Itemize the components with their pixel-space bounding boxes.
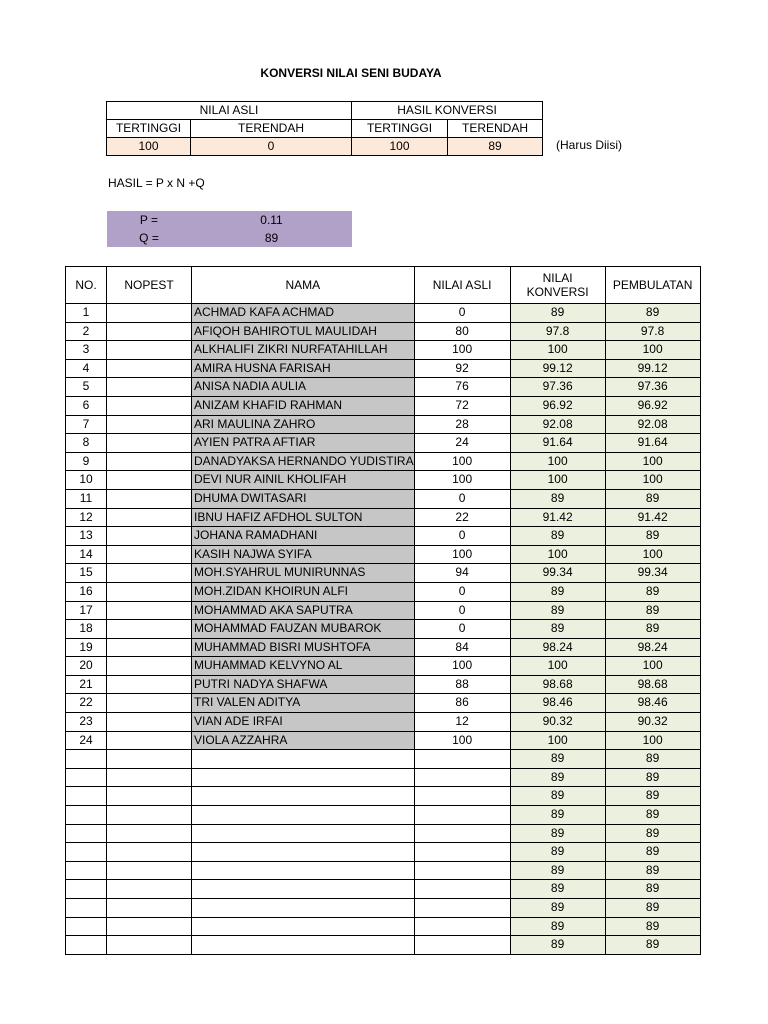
table-row — [66, 917, 701, 936]
table-row — [66, 527, 701, 546]
cell-nilai-asli[interactable] — [414, 787, 510, 806]
cell-nopest[interactable] — [107, 824, 192, 843]
cell-nopest[interactable] — [107, 880, 192, 899]
cell-pembulatan[interactable]: 98.68 — [605, 675, 700, 694]
cell-nilai-konversi[interactable]: 100 — [510, 657, 605, 676]
cell-nama[interactable]: MOH.SYAHRUL MUNIRUNNAS — [192, 564, 415, 583]
cell-nama[interactable]: DANADYAKSA HERNANDO YUDISTIRA — [192, 452, 415, 471]
cell-no[interactable] — [66, 787, 107, 806]
cell-nopest[interactable] — [107, 620, 192, 639]
cell-no[interactable] — [66, 936, 107, 955]
cell-nama[interactable]: VIOLA AZZAHRA — [192, 731, 415, 750]
cell-pembulatan[interactable]: 89 — [605, 768, 700, 787]
header-nopest: NOPEST — [107, 267, 192, 304]
summary-table — [106, 101, 543, 156]
cell-no[interactable]: 17 — [66, 601, 107, 620]
table-row — [66, 675, 701, 694]
cell-nilai-asli[interactable] — [414, 899, 510, 918]
cell-nilai-asli[interactable]: 12 — [414, 713, 510, 732]
cell-nama[interactable]: ACHMAD KAFA ACHMAD — [192, 304, 415, 323]
group-nilai-asli: NILAI ASLI — [107, 102, 352, 120]
cell-nopest[interactable] — [107, 322, 192, 341]
cell-nilai-konversi[interactable]: 97.8 — [510, 322, 605, 341]
cell-nopest[interactable] — [107, 750, 192, 769]
header-nilai-konversi: NILAI KONVERSI — [510, 267, 605, 304]
cell-nilai-asli[interactable] — [414, 917, 510, 936]
cell-nopest[interactable] — [107, 396, 192, 415]
table-row — [66, 806, 701, 825]
label-asli-tertinggi: TERTINGGI — [107, 120, 191, 138]
cell-nopest[interactable] — [107, 434, 192, 453]
cell-pembulatan[interactable]: 90.32 — [605, 713, 700, 732]
cell-nopest[interactable] — [107, 341, 192, 360]
cell-nama[interactable]: ALKHALIFI ZIKRI NURFATAHILLAH — [192, 341, 415, 360]
cell-no[interactable]: 12 — [66, 508, 107, 527]
cell-nopest[interactable] — [107, 861, 192, 880]
cell-pembulatan[interactable]: 89 — [605, 304, 700, 323]
cell-nilai-konversi[interactable]: 100 — [510, 471, 605, 490]
cell-nama[interactable]: AFIQOH BAHIROTUL MAULIDAH — [192, 322, 415, 341]
cell-nilai-konversi[interactable]: 89 — [510, 489, 605, 508]
cell-nilai-asli[interactable]: 94 — [414, 564, 510, 583]
cell-nilai-konversi[interactable]: 89 — [510, 843, 605, 862]
table-row — [66, 843, 701, 862]
table-row — [66, 471, 701, 490]
cell-nopest[interactable] — [107, 304, 192, 323]
cell-nilai-asli[interactable]: 72 — [414, 396, 510, 415]
cell-nilai-konversi[interactable]: 91.42 — [510, 508, 605, 527]
cell-no[interactable]: 23 — [66, 713, 107, 732]
header-pembulatan: PEMBULATAN — [605, 267, 700, 304]
required-note: (Harus Diisi) — [556, 138, 622, 152]
cell-nilai-konversi[interactable]: 89 — [510, 768, 605, 787]
cell-nama[interactable]: IBNU HAFIZ AFDHOL SULTON — [192, 508, 415, 527]
cell-no[interactable]: 14 — [66, 545, 107, 564]
cell-nilai-asli[interactable] — [414, 824, 510, 843]
table-row — [66, 415, 701, 434]
cell-nilai-konversi[interactable]: 89 — [510, 527, 605, 546]
table-row — [66, 434, 701, 453]
cell-nilai-konversi[interactable]: 89 — [510, 899, 605, 918]
table-row — [66, 304, 701, 323]
cell-pembulatan[interactable]: 89 — [605, 527, 700, 546]
cell-no[interactable]: 1 — [66, 304, 107, 323]
cell-nama[interactable]: MOH.ZIDAN KHOIRUN ALFI — [192, 582, 415, 601]
cell-pembulatan[interactable]: 97.36 — [605, 378, 700, 397]
cell-pembulatan[interactable]: 89 — [605, 880, 700, 899]
cell-nilai-konversi[interactable]: 100 — [510, 452, 605, 471]
cell-nama[interactable]: KASIH NAJWA SYIFA — [192, 545, 415, 564]
cell-asli-tertinggi[interactable]: 100 — [107, 138, 191, 156]
cell-nilai-asli[interactable]: 84 — [414, 638, 510, 657]
cell-nilai-asli[interactable]: 0 — [414, 527, 510, 546]
cell-nilai-asli[interactable] — [414, 843, 510, 862]
header-nama: NAMA — [192, 267, 415, 304]
cell-no[interactable]: 5 — [66, 378, 107, 397]
cell-nopest[interactable] — [107, 545, 192, 564]
cell-nama[interactable]: MUHAMMAD KELVYNO AL — [192, 657, 415, 676]
cell-nama[interactable]: MOHAMMAD FAUZAN MUBAROK — [192, 620, 415, 639]
cell-pembulatan[interactable]: 89 — [605, 750, 700, 769]
sheet-title: KONVERSI NILAI SENI BUDAYA — [260, 66, 442, 80]
cell-pembulatan[interactable]: 91.42 — [605, 508, 700, 527]
cell-nama[interactable] — [192, 936, 415, 955]
cell-nilai-konversi[interactable]: 89 — [510, 750, 605, 769]
cell-nilai-konversi[interactable]: 100 — [510, 731, 605, 750]
cell-nilai-asli[interactable]: 100 — [414, 471, 510, 490]
cell-no[interactable]: 16 — [66, 582, 107, 601]
cell-pembulatan[interactable]: 89 — [605, 899, 700, 918]
cell-nopest[interactable] — [107, 917, 192, 936]
cell-nama[interactable]: MUHAMMAD BISRI MUSHTOFA — [192, 638, 415, 657]
cell-nama[interactable]: JOHANA RAMADHANI — [192, 527, 415, 546]
cell-nilai-konversi[interactable]: 89 — [510, 601, 605, 620]
table-row — [66, 899, 701, 918]
table-row — [66, 452, 701, 471]
cell-no[interactable]: 10 — [66, 471, 107, 490]
cell-nopest[interactable] — [107, 415, 192, 434]
cell-no[interactable]: 7 — [66, 415, 107, 434]
label-konv-tertinggi: TERTINGGI — [352, 120, 448, 138]
cell-pembulatan[interactable]: 98.46 — [605, 694, 700, 713]
cell-konv-terendah[interactable]: 89 — [448, 138, 543, 156]
q-value[interactable]: 89 — [264, 231, 279, 245]
cell-nilai-konversi[interactable]: 89 — [510, 824, 605, 843]
cell-nilai-asli[interactable]: 100 — [414, 657, 510, 676]
cell-nopest[interactable] — [107, 657, 192, 676]
table-row — [66, 638, 701, 657]
table-row — [66, 750, 701, 769]
cell-nama[interactable]: VIAN ADE IRFAI — [192, 713, 415, 732]
table-row — [66, 322, 701, 341]
cell-nopest[interactable] — [107, 843, 192, 862]
cell-nama[interactable] — [192, 899, 415, 918]
table-row — [66, 489, 701, 508]
table-row — [66, 564, 701, 583]
cell-nilai-asli[interactable]: 86 — [414, 694, 510, 713]
cell-nama[interactable] — [192, 768, 415, 787]
cell-no[interactable] — [66, 824, 107, 843]
cell-pembulatan[interactable]: 100 — [605, 657, 700, 676]
cell-nilai-konversi[interactable]: 89 — [510, 620, 605, 639]
cell-pembulatan[interactable]: 96.92 — [605, 396, 700, 415]
cell-nama[interactable]: DEVI NUR AINIL KHOLIFAH — [192, 471, 415, 490]
cell-nilai-konversi[interactable]: 89 — [510, 582, 605, 601]
cell-nilai-asli[interactable]: 88 — [414, 675, 510, 694]
cell-pembulatan[interactable]: 89 — [605, 824, 700, 843]
cell-nopest[interactable] — [107, 638, 192, 657]
cell-pembulatan[interactable]: 89 — [605, 843, 700, 862]
cell-nilai-konversi[interactable]: 89 — [510, 861, 605, 880]
cell-nilai-asli[interactable] — [414, 936, 510, 955]
params-block — [107, 211, 352, 247]
cell-nopest[interactable] — [107, 564, 192, 583]
cell-nama[interactable]: ANISA NADIA AULIA — [192, 378, 415, 397]
cell-no[interactable]: 8 — [66, 434, 107, 453]
table-row — [66, 657, 701, 676]
cell-pembulatan[interactable]: 89 — [605, 917, 700, 936]
cell-no[interactable] — [66, 768, 107, 787]
cell-pembulatan[interactable]: 98.24 — [605, 638, 700, 657]
cell-pembulatan[interactable]: 100 — [605, 452, 700, 471]
cell-nilai-asli[interactable]: 28 — [414, 415, 510, 434]
cell-no[interactable] — [66, 880, 107, 899]
cell-nama[interactable] — [192, 824, 415, 843]
cell-pembulatan[interactable]: 99.12 — [605, 359, 700, 378]
cell-nopest[interactable] — [107, 899, 192, 918]
cell-no[interactable]: 2 — [66, 322, 107, 341]
header-nilai-asli: NILAI ASLI — [414, 267, 510, 304]
cell-pembulatan[interactable]: 89 — [605, 582, 700, 601]
cell-nilai-asli[interactable]: 100 — [414, 452, 510, 471]
cell-nilai-konversi[interactable]: 98.68 — [510, 675, 605, 694]
cell-no[interactable] — [66, 899, 107, 918]
cell-pembulatan[interactable]: 100 — [605, 471, 700, 490]
cell-no[interactable]: 24 — [66, 731, 107, 750]
formula-text: HASIL = P x N +Q — [108, 176, 205, 190]
cell-nama[interactable]: ARI MAULINA ZAHRO — [192, 415, 415, 434]
cell-no[interactable] — [66, 806, 107, 825]
cell-nilai-asli[interactable]: 0 — [414, 601, 510, 620]
cell-nama[interactable]: TRI VALEN ADITYA — [192, 694, 415, 713]
cell-nopest[interactable] — [107, 378, 192, 397]
table-row — [66, 396, 701, 415]
cell-no[interactable]: 13 — [66, 527, 107, 546]
cell-no[interactable]: 19 — [66, 638, 107, 657]
cell-pembulatan[interactable]: 89 — [605, 787, 700, 806]
cell-nama[interactable] — [192, 787, 415, 806]
cell-nilai-konversi[interactable]: 96.92 — [510, 396, 605, 415]
cell-no[interactable]: 18 — [66, 620, 107, 639]
cell-nopest[interactable] — [107, 527, 192, 546]
cell-nilai-konversi[interactable]: 92.08 — [510, 415, 605, 434]
cell-nilai-asli[interactable]: 100 — [414, 341, 510, 360]
cell-nilai-asli[interactable]: 100 — [414, 545, 510, 564]
cell-nilai-asli[interactable]: 92 — [414, 359, 510, 378]
cell-nopest[interactable] — [107, 768, 192, 787]
cell-nilai-konversi[interactable]: 89 — [510, 806, 605, 825]
cell-nopest[interactable] — [107, 675, 192, 694]
cell-no[interactable]: 22 — [66, 694, 107, 713]
cell-nilai-asli[interactable]: 100 — [414, 731, 510, 750]
cell-nilai-konversi[interactable]: 89 — [510, 917, 605, 936]
cell-nilai-konversi[interactable]: 99.34 — [510, 564, 605, 583]
cell-nopest[interactable] — [107, 471, 192, 490]
cell-nama[interactable]: PUTRI NADYA SHAFWA — [192, 675, 415, 694]
group-hasil-konversi: HASIL KONVERSI — [352, 102, 543, 120]
cell-nilai-asli[interactable] — [414, 768, 510, 787]
table-header-row — [66, 267, 701, 304]
cell-nilai-konversi[interactable]: 89 — [510, 880, 605, 899]
cell-nilai-asli[interactable]: 0 — [414, 620, 510, 639]
cell-nopest[interactable] — [107, 936, 192, 955]
cell-nopest[interactable] — [107, 508, 192, 527]
cell-konv-tertinggi[interactable]: 100 — [352, 138, 448, 156]
cell-nama[interactable] — [192, 880, 415, 899]
cell-nopest[interactable] — [107, 359, 192, 378]
cell-pembulatan[interactable]: 89 — [605, 861, 700, 880]
cell-nama[interactable] — [192, 806, 415, 825]
cell-nilai-asli[interactable] — [414, 880, 510, 899]
p-value[interactable]: 0.11 — [260, 213, 283, 227]
cell-nopest[interactable] — [107, 694, 192, 713]
cell-nilai-asli[interactable] — [414, 861, 510, 880]
table-row — [66, 713, 701, 732]
cell-nilai-asli[interactable]: 24 — [414, 434, 510, 453]
table-row — [66, 582, 701, 601]
cell-nilai-konversi[interactable]: 99.12 — [510, 359, 605, 378]
cell-no[interactable]: 9 — [66, 452, 107, 471]
cell-nilai-asli[interactable]: 0 — [414, 489, 510, 508]
table-row — [66, 768, 701, 787]
cell-nopest[interactable] — [107, 713, 192, 732]
cell-nilai-asli[interactable]: 80 — [414, 322, 510, 341]
table-row — [66, 824, 701, 843]
table-row — [66, 861, 701, 880]
cell-pembulatan[interactable]: 97.8 — [605, 322, 700, 341]
cell-no[interactable] — [66, 750, 107, 769]
header-no: NO. — [66, 267, 107, 304]
table-row — [66, 731, 701, 750]
cell-nopest[interactable] — [107, 489, 192, 508]
cell-pembulatan[interactable]: 100 — [605, 341, 700, 360]
cell-pembulatan[interactable]: 89 — [605, 601, 700, 620]
cell-nama[interactable] — [192, 843, 415, 862]
cell-pembulatan[interactable]: 89 — [605, 489, 700, 508]
table-row — [66, 601, 701, 620]
table-row — [66, 341, 701, 360]
cell-pembulatan[interactable]: 91.64 — [605, 434, 700, 453]
cell-no[interactable]: 3 — [66, 341, 107, 360]
table-row — [66, 359, 701, 378]
cell-nilai-konversi[interactable]: 98.46 — [510, 694, 605, 713]
label-konv-terendah: TERENDAH — [448, 120, 543, 138]
cell-pembulatan[interactable]: 92.08 — [605, 415, 700, 434]
cell-nilai-konversi[interactable]: 100 — [510, 545, 605, 564]
cell-nilai-konversi[interactable]: 89 — [510, 304, 605, 323]
cell-nama[interactable] — [192, 917, 415, 936]
cell-nama[interactable] — [192, 750, 415, 769]
cell-pembulatan[interactable]: 99.34 — [605, 564, 700, 583]
table-row — [66, 508, 701, 527]
cell-no[interactable] — [66, 917, 107, 936]
cell-nilai-konversi[interactable]: 89 — [510, 787, 605, 806]
table-row — [66, 694, 701, 713]
cell-nopest[interactable] — [107, 601, 192, 620]
cell-nilai-asli[interactable]: 76 — [414, 378, 510, 397]
cell-pembulatan[interactable]: 100 — [605, 545, 700, 564]
cell-nilai-asli[interactable] — [414, 750, 510, 769]
cell-nilai-konversi[interactable]: 98.24 — [510, 638, 605, 657]
cell-nama[interactable]: AYIEN PATRA AFTIAR — [192, 434, 415, 453]
cell-pembulatan[interactable]: 89 — [605, 806, 700, 825]
table-row — [66, 936, 701, 955]
cell-nama[interactable] — [192, 861, 415, 880]
cell-nilai-konversi[interactable]: 100 — [510, 341, 605, 360]
cell-nilai-asli[interactable]: 0 — [414, 304, 510, 323]
p-label: P = — [139, 213, 159, 227]
cell-pembulatan[interactable]: 89 — [605, 936, 700, 955]
label-asli-terendah: TERENDAH — [191, 120, 352, 138]
cell-no[interactable]: 4 — [66, 359, 107, 378]
cell-nilai-asli[interactable]: 22 — [414, 508, 510, 527]
cell-nopest[interactable] — [107, 731, 192, 750]
cell-nilai-asli[interactable] — [414, 806, 510, 825]
cell-nilai-konversi[interactable]: 90.32 — [510, 713, 605, 732]
cell-no[interactable]: 21 — [66, 675, 107, 694]
table-row — [66, 787, 701, 806]
table-row — [66, 545, 701, 564]
cell-nama[interactable]: ANIZAM KHAFID RAHMAN — [192, 396, 415, 415]
cell-nopest[interactable] — [107, 452, 192, 471]
cell-nilai-konversi[interactable]: 91.64 — [510, 434, 605, 453]
cell-no[interactable]: 20 — [66, 657, 107, 676]
table-row — [66, 880, 701, 899]
cell-nopest[interactable] — [107, 582, 192, 601]
cell-no[interactable]: 11 — [66, 489, 107, 508]
cell-nopest[interactable] — [107, 806, 192, 825]
cell-pembulatan[interactable]: 100 — [605, 731, 700, 750]
cell-nilai-konversi[interactable]: 89 — [510, 936, 605, 955]
cell-nama[interactable]: AMIRA HUSNA FARISAH — [192, 359, 415, 378]
cell-no[interactable] — [66, 843, 107, 862]
table-row — [66, 620, 701, 639]
cell-nama[interactable]: DHUMA DWITASARI — [192, 489, 415, 508]
cell-nilai-konversi[interactable]: 97.36 — [510, 378, 605, 397]
cell-asli-terendah[interactable]: 0 — [191, 138, 352, 156]
cell-no[interactable] — [66, 861, 107, 880]
table-row — [66, 378, 701, 397]
cell-pembulatan[interactable]: 89 — [605, 620, 700, 639]
cell-no[interactable]: 6 — [66, 396, 107, 415]
cell-nopest[interactable] — [107, 787, 192, 806]
cell-no[interactable]: 15 — [66, 564, 107, 583]
cell-nama[interactable]: MOHAMMAD AKA SAPUTRA — [192, 601, 415, 620]
grades-table — [65, 266, 701, 955]
q-label: Q = — [139, 231, 159, 245]
cell-nilai-asli[interactable]: 0 — [414, 582, 510, 601]
